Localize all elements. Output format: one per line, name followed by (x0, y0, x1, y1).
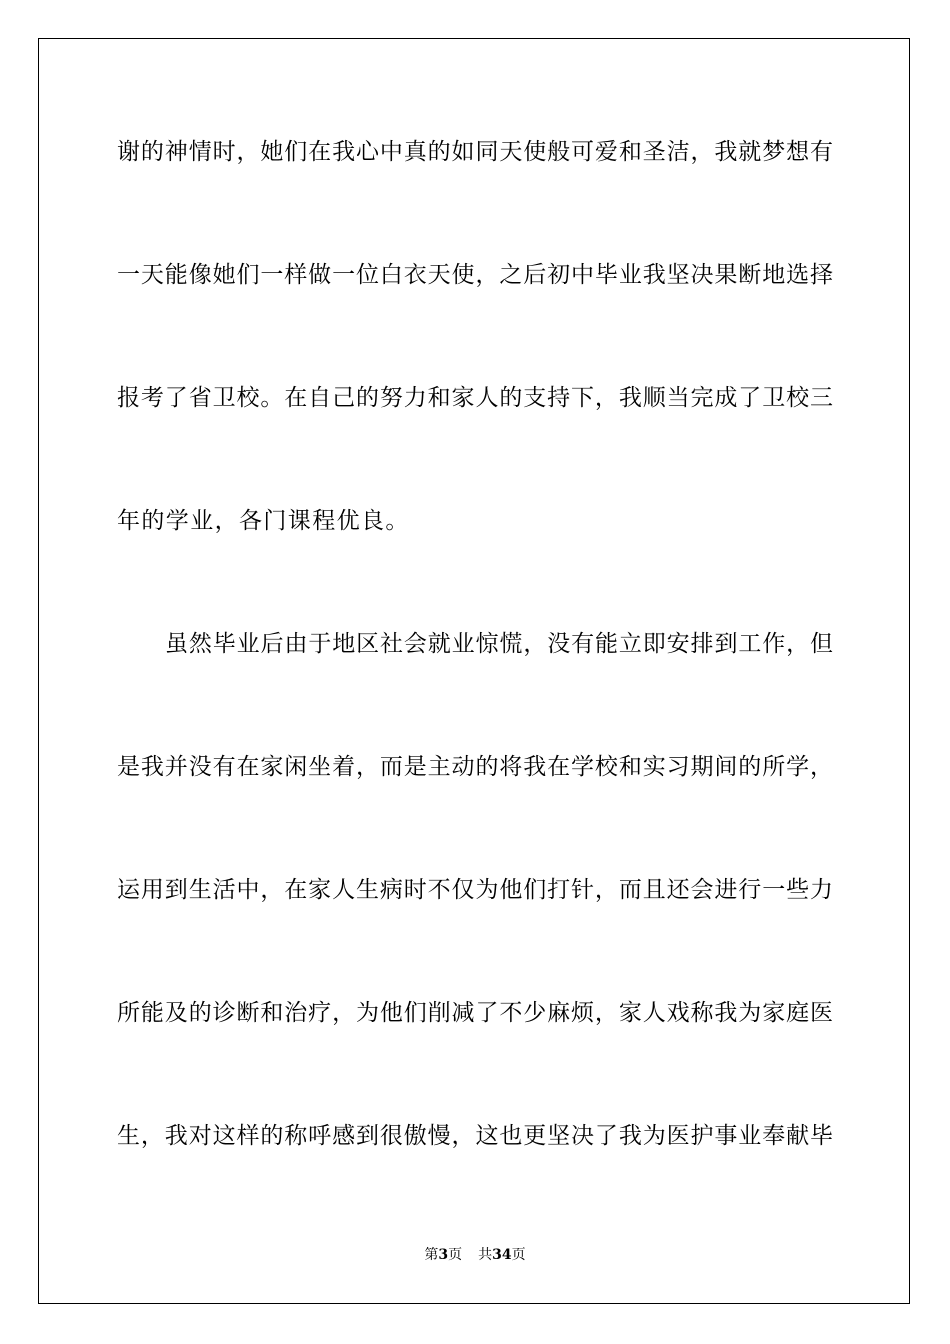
body-text-line-2: 一天能像她们一样做一位白衣天使，之后初中毕业我坚决果断地选择 (117, 262, 833, 288)
body-text-line-9: 生，我对这样的称呼感到很傲慢，这也更坚决了我为医护事业奉献毕 (117, 1123, 833, 1149)
body-text-line-5: 虽然毕业后由于地区社会就业惊慌，没有能立即安排到工作，但 (165, 631, 833, 657)
body-text-line-4: 年的学业，各门课程优良。 (117, 508, 410, 534)
body-text-line-6: 是我并没有在家闲坐着，而是主动的将我在学校和实习期间的所学， (117, 754, 833, 780)
page-border (38, 38, 910, 1304)
body-text-line-7: 运用到生活中，在家人生病时不仅为他们打针，而且还会进行一些力 (117, 877, 833, 903)
body-text-line-3: 报考了省卫校。在自己的努力和家人的支持下，我顺当完成了卫校三 (117, 385, 833, 411)
body-text-line-8: 所能及的诊断和治疗，为他们削减了不少麻烦，家人戏称我为家庭医 (117, 1000, 833, 1026)
page-footer (0, 1246, 950, 1264)
body-text-line-1: 谢的神情时，她们在我心中真的如同天使般可爱和圣洁，我就梦想有 (117, 139, 833, 165)
page-total: 共34页 (478, 1247, 526, 1263)
page-number: 第3页 (424, 1247, 463, 1263)
